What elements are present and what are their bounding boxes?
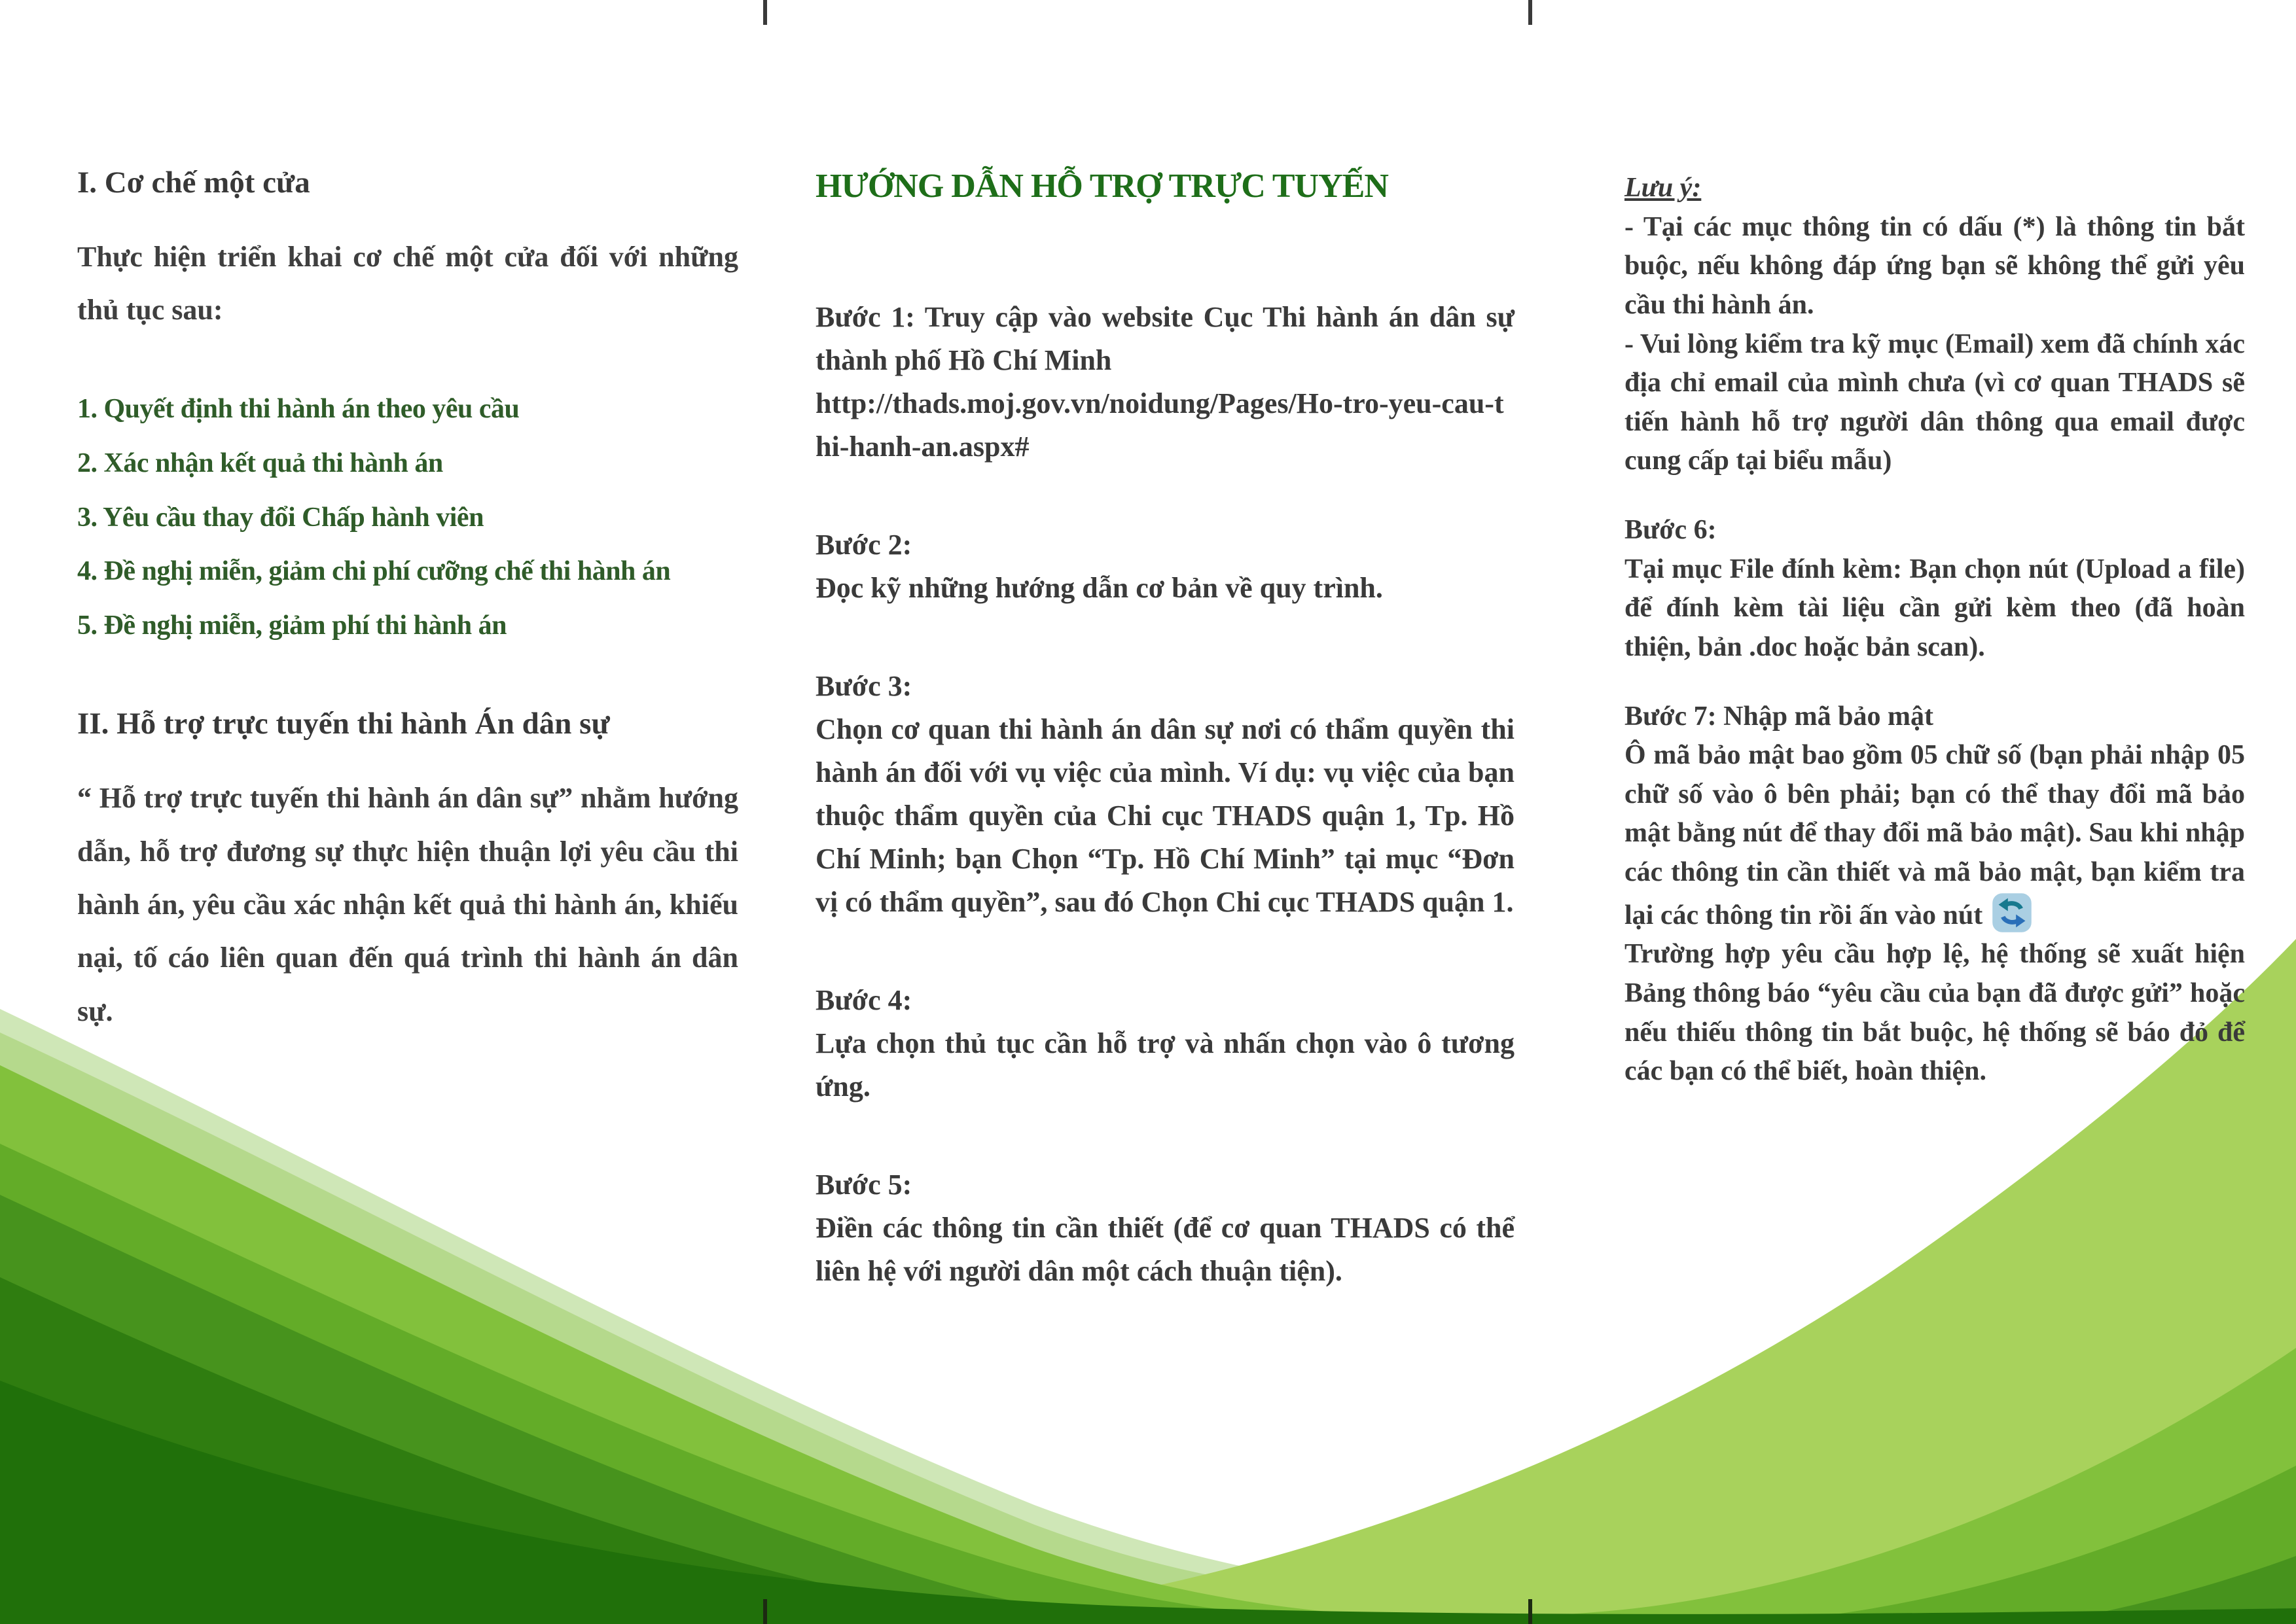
step-3-label: Bước 3:: [816, 670, 912, 702]
procedure-item-2: 2. Xác nhận kết quả thi hành án: [77, 448, 443, 478]
step-6-label: Bước 6:: [1624, 515, 1717, 545]
refresh-sync-icon: [1992, 892, 2032, 933]
section1-heading: I. Cơ chế một cửa: [77, 166, 310, 200]
fold-mark-bottom-right: [1528, 1599, 1532, 1624]
step-6-text: Tại mục File đính kèm: Bạn chọn nút (Upload a file) để đính kèm tài liệu cần gửi kèm theo (đã hoàn thiện, bản .doc hoặc bản scan).: [1624, 554, 2245, 662]
procedure-list: [77, 389, 738, 646]
step-1-text: [816, 296, 1515, 382]
step-2-text: Đọc kỹ những hướng dẫn cơ bản về quy trình.: [816, 572, 1383, 604]
procedure-item-5: 5. Đề nghị miễn, giảm phí thi hành án: [77, 610, 507, 641]
step-1-body: Truy cập vào website Cục Thi hành án dân sự thành phố Hồ Chí Minh: [816, 301, 1515, 376]
step-2: [816, 523, 1515, 610]
fold-mark-top-left: [763, 0, 767, 25]
procedure-item-4: 4. Đề nghị miễn, giảm chi phí cưỡng chế thi hành án: [77, 556, 671, 587]
step-5: [816, 1163, 1515, 1293]
step-7-text: Ô mã bảo mật bao gồm 05 chữ số (bạn phải nhập 05 chữ số vào ô bên phải; bạn có thể thay đổi mã bảo mật bằng nút để thay đổi mã bảo mật). Sau khi nhập các thông tin cần thiết và mã bảo mật, bạn kiểm tra lại các thông tin rồi ấn vào nút: [1624, 736, 2245, 935]
fold-mark-bottom-left: [763, 1599, 767, 1624]
step-4: [816, 979, 1515, 1108]
step-3: [816, 665, 1515, 924]
section2-heading: II. Hỗ trợ trực tuyến thi hành Án dân sự: [77, 707, 610, 741]
step-3-text: Chọn cơ quan thi hành án dân sự nơi có thẩm quyền thi hành án đối với vụ việc của mình. Ví dụ: vụ việc của bạn thuộc thẩm quyền của Chi cục THADS quận 1, Tp. Hồ Chí Minh; bạn Chọn “Tp. Hồ Chí Minh” tại mục “Đơn vị có thẩm quyền”, sau đó Chọn Chi cục THADS quận 1.: [816, 713, 1515, 918]
step-6: [1624, 511, 2245, 667]
closing-paragraph: Trường hợp yêu cầu hợp lệ, hệ thống sẽ xuất hiện Bảng thông báo “yêu cầu của bạn đã được gửi” hoặc nếu thiếu thông tin bắt buộc, hệ thống sẽ báo đỏ để các bạn có thể biết, hoàn thiện.: [1624, 939, 2245, 1087]
step-7-label: Bước 7: Nhập mã bảo mật: [1624, 701, 1933, 732]
step-1-label: Bước 1:: [816, 301, 915, 333]
panel-online-support-guide: [816, 161, 1515, 1293]
fold-mark-top-right: [1528, 0, 1532, 25]
note-bullet-1: - Tại các mục thông tin có dấu (*) là thông tin bắt buộc, nếu không đáp ứng bạn sẽ không thể gửi yêu cầu thi hành án.: [1624, 211, 2245, 320]
step-5-text: Điền các thông tin cần thiết (để cơ quan THADS có thể liên hệ với người dân một cách thuận tiện).: [816, 1212, 1515, 1287]
procedure-item-3: 3. Yêu cầu thay đổi Chấp hành viên: [77, 502, 484, 533]
step-4-label: Bước 4:: [816, 984, 912, 1016]
step-1-url: http://thads.moj.gov.vn/noidung/Pages/Ho-tro-yeu-cau-thi-hanh-an.aspx#: [816, 387, 1504, 463]
note-heading: Lưu ý:: [1624, 173, 1702, 203]
note-bullet-2: - Vui lòng kiểm tra kỹ mục (Email) xem đã chính xác địa chỉ email của mình chưa (vì cơ quan THADS sẽ tiến hành hỗ trợ người dân thông qua email được cung cấp tại biểu mẫu): [1624, 328, 2245, 476]
step-2-label: Bước 2:: [816, 529, 912, 561]
step-7: [1624, 697, 2245, 1091]
step-1: [816, 296, 1515, 468]
step-4-text: Lựa chọn thủ tục cần hỗ trợ và nhấn chọn vào ô tương ứng.: [816, 1027, 1515, 1103]
procedure-item-1: 1. Quyết định thi hành án theo yêu cầu: [77, 393, 520, 424]
note-block: [1624, 169, 2245, 481]
panel-one-stop-mechanism: [77, 165, 738, 1038]
section1-intro: Thực hiện triển khai cơ chế một cửa đối với những thủ tục sau:: [77, 241, 738, 327]
panel-notes-and-final-steps: [1624, 169, 2245, 1091]
section2-body: “ Hỗ trợ trực tuyến thi hành án dân sự” nhằm hướng dẫn, hỗ trợ đương sự thực hiện thuận lợi yêu cầu thi hành án, yêu cầu xác nhận kết quả thi hành án, khiếu nại, tố cáo liên quan đến quá trình thi hành án dân sự.: [77, 782, 738, 1027]
step-5-label: Bước 5:: [816, 1169, 912, 1201]
page-title: HƯỚNG DẪN HỖ TRỢ TRỰC TUYẾN: [816, 168, 1388, 205]
